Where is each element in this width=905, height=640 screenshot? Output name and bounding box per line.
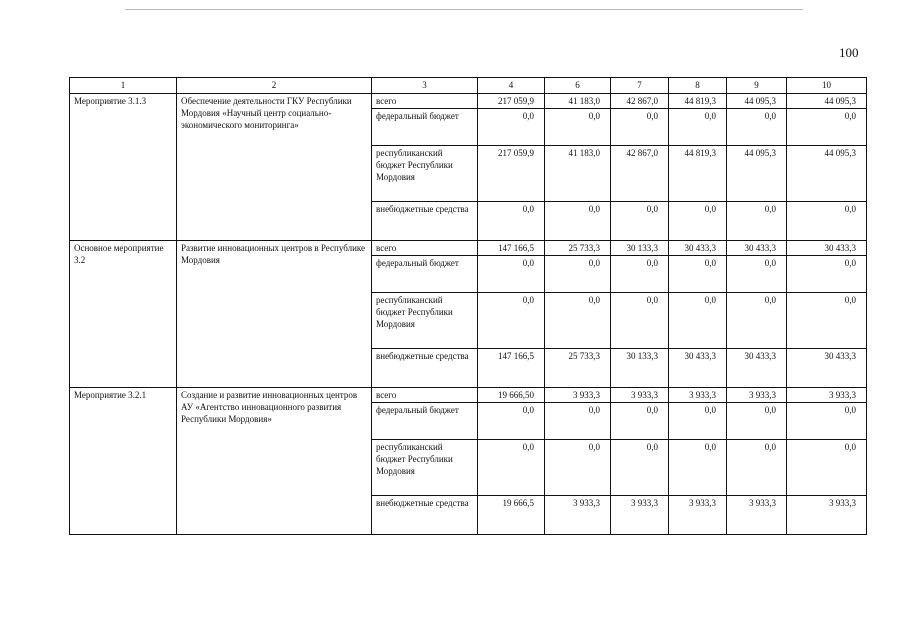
amount-cell: 30 433,3	[787, 349, 867, 388]
amount-cell: 30 433,3	[787, 241, 867, 256]
column-header: 3	[372, 78, 478, 94]
amount-cell: 0,0	[727, 440, 787, 496]
amount-cell: 0,0	[611, 440, 669, 496]
amount-cell: 41 183,0	[545, 146, 611, 202]
amount-cell: 19 666,5	[478, 496, 545, 535]
amount-cell: 0,0	[787, 202, 867, 241]
amount-cell: 3 933,3	[669, 388, 727, 403]
amount-cell: 42 867,0	[611, 146, 669, 202]
amount-cell: 44 095,3	[787, 146, 867, 202]
header-row	[70, 78, 867, 94]
funding-source: федеральный бюджет	[372, 109, 478, 146]
amount-cell: 0,0	[545, 202, 611, 241]
amount-cell: 0,0	[787, 293, 867, 349]
amount-cell: 3 933,3	[669, 496, 727, 535]
funding-source: внебюджетные средства	[372, 349, 478, 388]
amount-cell: 0,0	[787, 109, 867, 146]
funding-source: всего	[372, 94, 478, 109]
column-header: 6	[545, 78, 611, 94]
amount-cell: 0,0	[669, 293, 727, 349]
amount-cell: 0,0	[787, 403, 867, 440]
amount-cell: 42 867,0	[611, 94, 669, 109]
amount-cell: 0,0	[727, 256, 787, 293]
amount-cell: 3 933,3	[611, 388, 669, 403]
amount-cell: 0,0	[545, 293, 611, 349]
amount-cell: 0,0	[727, 202, 787, 241]
funding-source: федеральный бюджет	[372, 256, 478, 293]
funding-source: республиканский бюджет Республики Мордовия	[372, 440, 478, 496]
amount-cell: 25 733,3	[545, 241, 611, 256]
activity-code: Мероприятие 3.2.1	[70, 388, 177, 535]
amount-cell: 0,0	[611, 256, 669, 293]
amount-cell: 0,0	[611, 109, 669, 146]
amount-cell: 0,0	[727, 403, 787, 440]
amount-cell: 217 059,9	[478, 146, 545, 202]
amount-cell: 0,0	[669, 403, 727, 440]
amount-cell: 0,0	[478, 403, 545, 440]
column-header: 2	[177, 78, 372, 94]
amount-cell: 0,0	[478, 202, 545, 241]
amount-cell: 3 933,3	[545, 388, 611, 403]
funding-source: внебюджетные средства	[372, 202, 478, 241]
table-row	[70, 388, 867, 403]
amount-cell: 0,0	[545, 256, 611, 293]
funding-source: внебюджетные средства	[372, 496, 478, 535]
amount-cell: 217 059,9	[478, 94, 545, 109]
amount-cell: 0,0	[787, 440, 867, 496]
amount-cell: 19 666,50	[478, 388, 545, 403]
amount-cell: 0,0	[727, 293, 787, 349]
amount-cell: 0,0	[545, 403, 611, 440]
amount-cell: 30 433,3	[727, 349, 787, 388]
amount-cell: 3 933,3	[787, 388, 867, 403]
column-header: 10	[787, 78, 867, 94]
column-header: 9	[727, 78, 787, 94]
column-header: 7	[611, 78, 669, 94]
amount-cell: 0,0	[478, 109, 545, 146]
funding-source: всего	[372, 388, 478, 403]
amount-cell: 0,0	[611, 403, 669, 440]
amount-cell: 25 733,3	[545, 349, 611, 388]
activity-name: Развитие инновационных центров в Республике Мордовия	[177, 241, 372, 388]
amount-cell: 30 433,3	[727, 241, 787, 256]
amount-cell: 44 095,3	[727, 146, 787, 202]
amount-cell: 0,0	[727, 109, 787, 146]
amount-cell: 147 166,5	[478, 349, 545, 388]
amount-cell: 44 095,3	[727, 94, 787, 109]
amount-cell: 0,0	[545, 440, 611, 496]
amount-cell: 44 095,3	[787, 94, 867, 109]
amount-cell: 44 819,3	[669, 94, 727, 109]
amount-cell: 0,0	[669, 440, 727, 496]
funding-source: республиканский бюджет Республики Мордовия	[372, 146, 478, 202]
amount-cell: 30 433,3	[669, 241, 727, 256]
funding-source: республиканский бюджет Республики Мордовия	[372, 293, 478, 349]
table-row	[70, 241, 867, 256]
amount-cell: 147 166,5	[478, 241, 545, 256]
amount-cell: 0,0	[787, 256, 867, 293]
amount-cell: 30 133,3	[611, 241, 669, 256]
amount-cell: 30 133,3	[611, 349, 669, 388]
activity-code: Мероприятие 3.1.3	[70, 94, 177, 241]
column-header: 1	[70, 78, 177, 94]
table-row	[70, 94, 867, 109]
funding-source: федеральный бюджет	[372, 403, 478, 440]
amount-cell: 3 933,3	[611, 496, 669, 535]
amount-cell: 0,0	[669, 256, 727, 293]
amount-cell: 0,0	[545, 109, 611, 146]
amount-cell: 0,0	[669, 202, 727, 241]
funding-source: всего	[372, 241, 478, 256]
budget-table	[69, 77, 867, 535]
activity-code: Основное мероприятие 3.2	[70, 241, 177, 388]
top-rule	[125, 9, 803, 10]
amount-cell: 0,0	[669, 109, 727, 146]
amount-cell: 0,0	[611, 202, 669, 241]
activity-name: Создание и развитие инновационных центров АУ «Агентство инновационного развития Республики Мордовия»	[177, 388, 372, 535]
page-number: 100	[839, 45, 859, 60]
column-header: 4	[478, 78, 545, 94]
amount-cell: 0,0	[478, 256, 545, 293]
amount-cell: 0,0	[611, 293, 669, 349]
amount-cell: 3 933,3	[727, 496, 787, 535]
amount-cell: 3 933,3	[545, 496, 611, 535]
amount-cell: 3 933,3	[727, 388, 787, 403]
amount-cell: 3 933,3	[787, 496, 867, 535]
amount-cell: 44 819,3	[669, 146, 727, 202]
amount-cell: 30 433,3	[669, 349, 727, 388]
amount-cell: 0,0	[478, 440, 545, 496]
activity-name: Обеспечение деятельности ГКУ Республики Мордовия «Научный центр социально-экономического мониторинга»	[177, 94, 372, 241]
amount-cell: 41 183,0	[545, 94, 611, 109]
column-header: 8	[669, 78, 727, 94]
amount-cell: 0,0	[478, 293, 545, 349]
